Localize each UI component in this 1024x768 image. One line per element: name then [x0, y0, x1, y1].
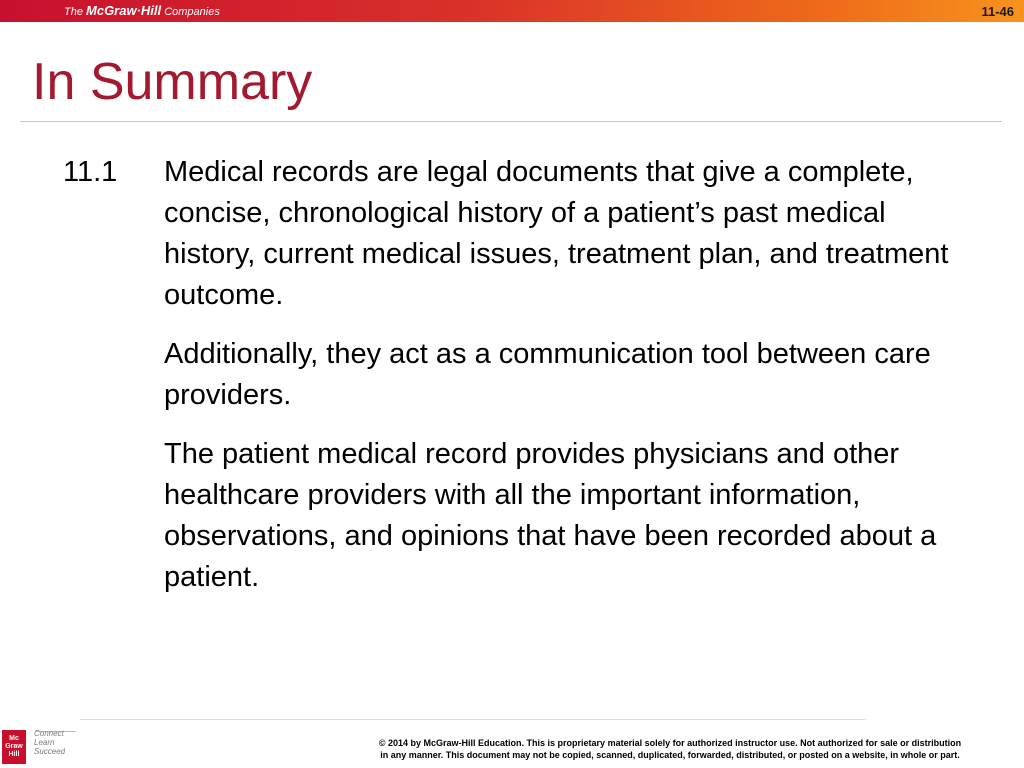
copyright-line: in any manner. This document may not be copied, scanned, duplicated, forwarded, distributed, or posted on a website, in whole or part.: [380, 750, 960, 760]
section-body: [164, 152, 963, 598]
tagline-line: Succeed: [34, 747, 66, 756]
tagline: [34, 729, 65, 756]
copyright-line: © 2014 by McGraw-Hill Education. This is proprietary material solely for authorized instructor use. Not authorized for sale or distribution: [378, 738, 962, 748]
brand-name: McGraw·Hill: [86, 3, 162, 18]
copyright-notice: [320, 737, 1020, 761]
logo-line: Hill: [8, 751, 20, 758]
footer-divider: [80, 719, 866, 720]
paragraph: Additionally, they act as a communication tool between care providers.: [164, 338, 931, 411]
section-number: 11.1: [63, 156, 118, 188]
title-divider: [20, 121, 1002, 122]
logo-line: Graw: [5, 743, 23, 750]
slide-number: 11-46: [981, 4, 1014, 19]
brand-prefix: The: [64, 6, 87, 18]
brand-suffix: Companies: [161, 6, 220, 18]
publisher-logo: [64, 3, 220, 19]
slide-title: In Summary: [32, 53, 313, 111]
paragraph: The patient medical record provides physicians and other healthcare providers with all the important information, observations, and opinions that have been recorded about a patient.: [164, 438, 937, 593]
mcgraw-hill-logo: [2, 730, 26, 764]
logo-line: Mc: [9, 735, 19, 742]
paragraph: Medical records are legal documents that give a complete, concise, chronological history of a patient’s past medical history, current medical issues, treatment plan, and treatment outcome.: [164, 156, 949, 311]
summary-section: [63, 152, 963, 616]
tagline-line: Connect: [34, 729, 64, 738]
tagline-line: Learn: [34, 738, 55, 747]
header-bar: [0, 0, 1024, 22]
